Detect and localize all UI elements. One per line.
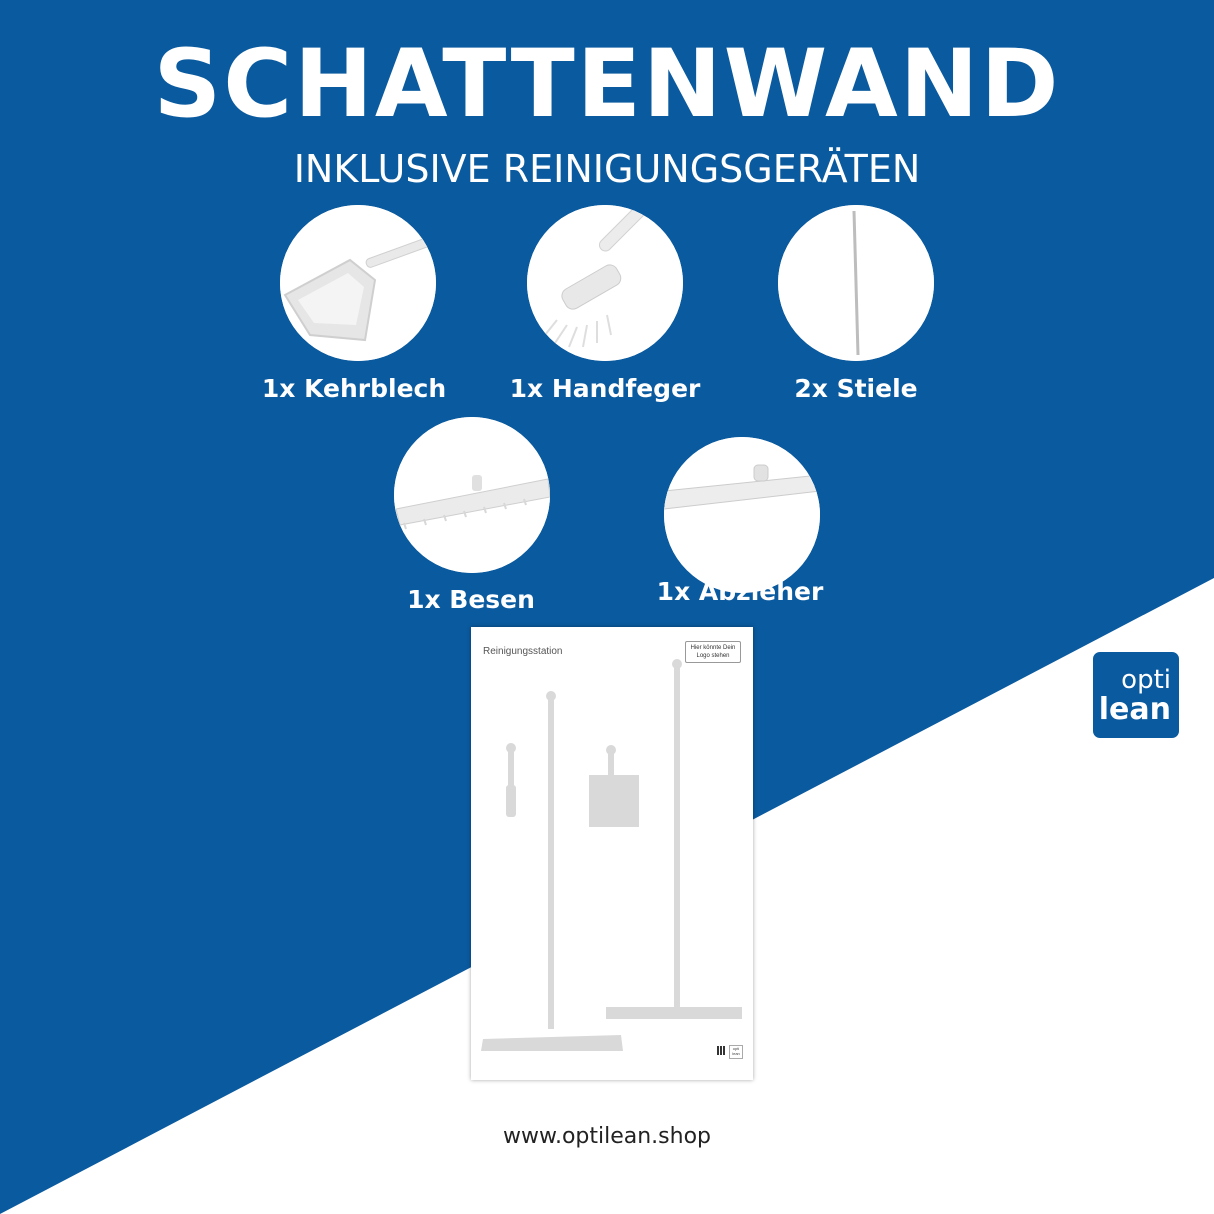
tool-shadows	[471, 627, 753, 1080]
item-label-abzieher: 1x Abzieher	[656, 577, 824, 606]
logo-line-lean: lean	[1098, 692, 1171, 727]
item-label-stiele: 2x Stiele	[794, 374, 918, 403]
shadow-board	[471, 627, 753, 1080]
shop-url[interactable]: www.optilean.shop	[502, 1124, 711, 1149]
hand-brush-image	[527, 205, 683, 361]
page-title: SCHATTENWAND	[153, 30, 1061, 139]
optilean-logo	[1092, 651, 1180, 739]
hand-brush-icon	[527, 205, 683, 361]
page-subtitle: INKLUSIVE REINIGUNGSGERÄTEN	[293, 147, 921, 191]
dustpan-icon	[280, 205, 436, 361]
squeegee-image	[664, 437, 820, 593]
board-mini-logo: opti lean	[729, 1045, 743, 1059]
broom-shadow	[548, 699, 554, 1029]
board-logo-placeholder: Hier könnte Dein Logo stehen	[685, 641, 741, 663]
hand-brush-shadow	[508, 752, 514, 788]
broom-image	[394, 417, 550, 573]
dustpan-shadow	[608, 753, 614, 777]
board-title: Reinigungsstation	[483, 646, 563, 657]
broom-icon	[394, 417, 550, 573]
handle-image	[778, 205, 934, 361]
logo-line-opti: opti	[1121, 665, 1171, 695]
dustpan-image	[280, 205, 436, 361]
qr-code	[717, 1046, 726, 1055]
squeegee-icon	[664, 437, 820, 593]
item-label-handfeger: 1x Handfeger	[509, 374, 701, 403]
handle-icon	[778, 205, 934, 361]
item-label-kehrblech: 1x Kehrblech	[261, 374, 447, 403]
squeegee-shadow	[674, 667, 680, 1011]
item-label-besen: 1x Besen	[407, 585, 535, 614]
